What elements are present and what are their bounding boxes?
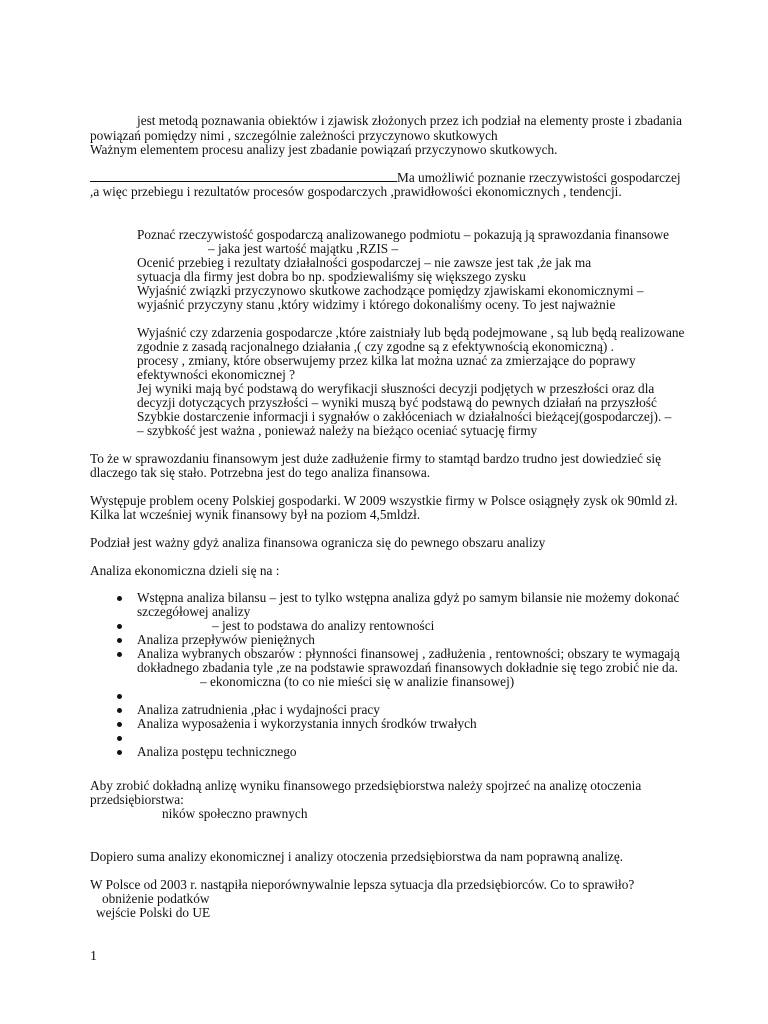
text-line: decyzji dotyczących przyszłości – wyniki muszą być podstawą do pewnych działań na przyszłość [137, 395, 657, 410]
text-fragment: Ma umożliwić poznanie rzeczywistości gospodarczej [397, 170, 681, 185]
bullet-marker [117, 722, 122, 727]
list-item: Analiza przepływów pieniężnych [137, 632, 315, 647]
list-item: Analiza postępu technicznego [137, 744, 297, 759]
list-item: Analiza wybranych obszarów : płynności finansowej , zadłużenia , rentowności; obszary te wymagają [137, 646, 680, 661]
blank-underline [90, 171, 397, 182]
bullet-marker [117, 736, 122, 741]
bullet-marker [117, 750, 122, 755]
page-number: 1 [90, 949, 97, 964]
bullet-marker [117, 638, 122, 643]
list-item: Wstępna analiza bilansu – jest to tylko wstępna analiza gdyż po samym bilansie nie możemy dokonać [137, 590, 680, 605]
text-line: Dopiero suma analizy ekonomicznej i analizy otoczenia przedsiębiorstwa da nam poprawną analizę. [90, 849, 624, 864]
text-line: ników społeczno prawnych [162, 806, 308, 821]
text-line: Jej wyniki mają być podstawą do weryfikacji słuszności decyzji podjętych w przeszłości oraz dla [137, 381, 655, 396]
text-line: procesy , zmiany, które obserwujemy przez kilka lat można uznać za zmierzające do poprawy [137, 353, 636, 368]
text-line: Kilka lat wcześniej wynik finansowy był na poziom 4,5mldzł. [90, 507, 421, 522]
text-line: – jaka jest wartość majątku ,RZIS – [208, 241, 399, 256]
text-line: zgodnie z zasadą racjonalnego działania ,( czy zgodne są z efektywnością ekonomiczną) . [137, 339, 614, 354]
text-line: Aby zrobić dokładną anlizę wyniku finansowego przedsiębiorstwa należy spojrzeć na analizę otoczenia [90, 778, 642, 793]
text-line: W Polsce od 2003 r. nastąpiła nieporównywalnie lepsza sytuacja dla przedsiębiorców. Co to sprawiło? [90, 877, 635, 892]
text-line: Wyjaśnić związki przyczynowo skutkowe zachodzące pomiędzy zjawiskami ekonomicznymi – [137, 283, 644, 298]
list-item: – jest to podstawa do analizy rentowności [212, 618, 435, 633]
text-line: Występuje problem oceny Polskiej gospodarki. W 2009 wszystkie firmy w Polsce osiągnęły zysk ok 90mld zł. [90, 493, 678, 508]
bullet-marker [117, 652, 122, 657]
bullet-marker [117, 708, 122, 713]
text-line: ,a więc przebiegu i rezultatów procesów gospodarczych ,prawidłowości ekonomicznych , tendencji. [90, 184, 622, 199]
bullet-marker [117, 624, 122, 629]
list-item-continuation: szczegółowej analizy [137, 604, 251, 619]
text-line: Szybkie dostarczenie informacji i sygnałów o zakłóceniach w działalności bieżącej(gospodarczej). – [137, 409, 672, 424]
text-line: Wyjaśnić czy zdarzenia gospodarcze ,które zaistniały lub będą podejmowane , są lub będą realizowane [137, 325, 685, 340]
text-line: wejście Polski do UE [96, 905, 211, 920]
list-item: Analiza wyposażenia i wykorzystania innych środków trwałych [137, 716, 477, 731]
text-line: Ważnym elementem procesu analizy jest zbadanie powiązań przyczynowo skutkowych. [90, 142, 558, 157]
text-line: wyjaśnić przyczyny stanu ,który widzimy i którego dokonaliśmy oceny. To jest najważnie [137, 297, 616, 312]
text-line: Podział jest ważny gdyż analiza finansowa ogranicza się do pewnego obszaru analizy [90, 535, 546, 550]
text-line: powiązań pomiędzy nimi , szczególnie zależności przyczynowo skutkowych [90, 128, 498, 143]
text-line: jest metodą poznawania obiektów i zjawisk złożonych przez ich podział na elementy proste i zbadania [137, 113, 682, 128]
bullet-marker [117, 694, 122, 699]
list-item: Analiza zatrudnienia ,płac i wydajności pracy [137, 702, 380, 717]
text-line: To że w sprawozdaniu finansowym jest duże zadłużenie firmy to stamtąd bardzo trudno jest dowiedzieć się [90, 451, 662, 466]
text-line: obniżenie podatków [102, 891, 210, 906]
list-item-continuation: – ekonomiczna (to co nie mieści się w analizie finansowej) [200, 674, 515, 689]
text-line: sytuacja dla firmy jest dobra bo np. spodziewaliśmy się większego zysku [137, 269, 526, 284]
text-line: przedsiębiorstwa: [90, 792, 184, 807]
text-line: efektywności ekonomicznej ? [137, 367, 296, 382]
bullet-marker [117, 596, 122, 601]
text-line: – szybkość jest ważna , ponieważ należy na bieżąco oceniać sytuację firmy [137, 423, 538, 438]
text-line: Analiza ekonomiczna dzieli się na : [90, 563, 280, 578]
text-line: Ocenić przebieg i rezultaty działalności gospodarczej – nie zawsze jest tak ,że jak ma [137, 255, 592, 270]
text-line: Poznać rzeczywistość gospodarczą analizowanego podmiotu – pokazują ją sprawozdania finansowe [137, 227, 670, 242]
list-item-continuation: dokładnego zbadania tyle ,ze na podstawie sprawozdań finansowych dokładnie się tego zrobić nie da. [137, 660, 678, 675]
text-line: dlaczego tak się stało. Potrzebna jest do tego analiza finansowa. [90, 465, 431, 480]
